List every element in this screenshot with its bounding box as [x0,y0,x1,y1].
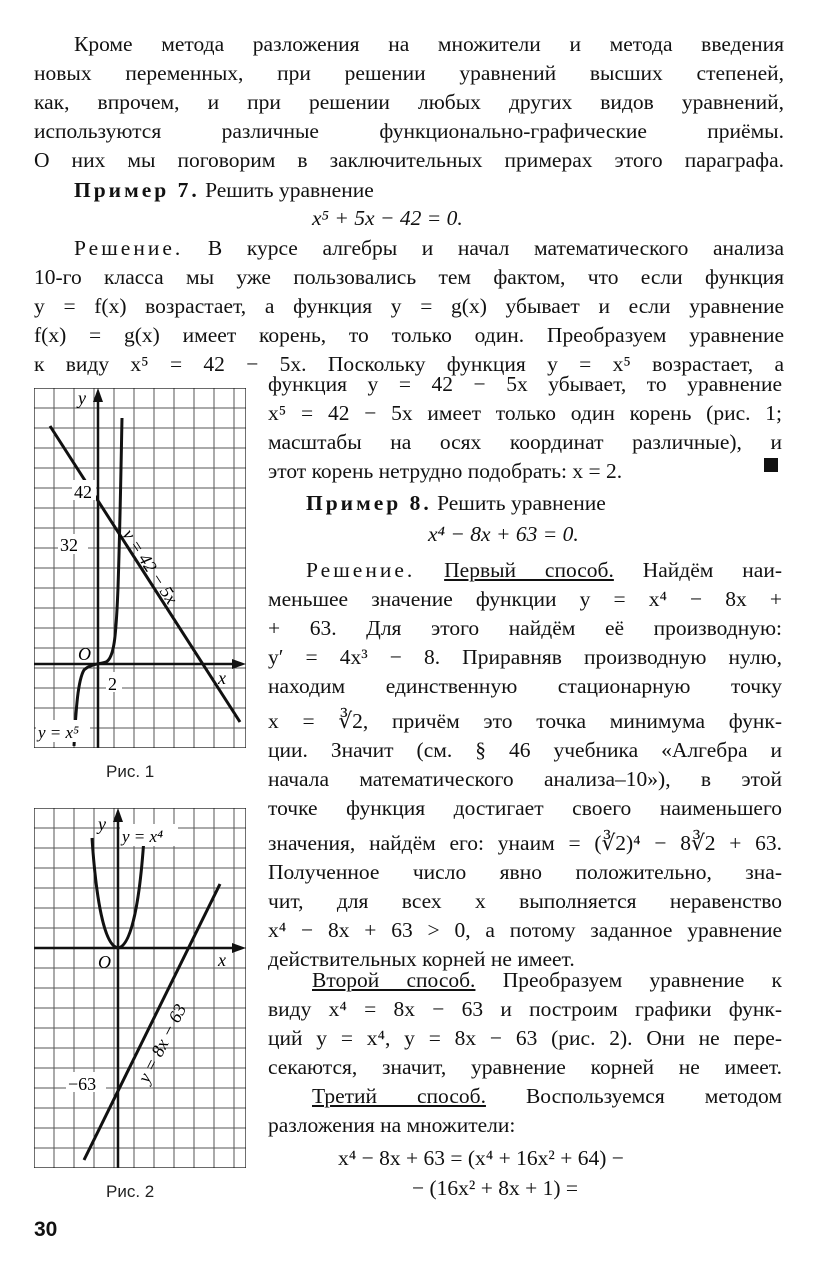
solution8-line: точке функция достигает своего наименьшего [268,796,782,820]
method2-block [268,966,782,1082]
solution7-line: f(x) = g(x) имеет корень, то только один. Преобразуем уравнение [34,323,784,347]
method3-label: Третий способ. [312,1084,486,1108]
solution8-line: значения, найдём его: yнаим = (∛2)⁴ − 8∛2 + 63. [268,831,782,855]
intro-paragraph [34,30,784,175]
example7-heading [74,178,374,203]
solution8-line: ции. Значит (см. § 46 учебника «Алгебра и [268,738,782,762]
solution8-line: начала математического анализа–10»), в этой [268,767,782,791]
example8-task: Решить уравнение [437,491,606,515]
solution7-line-1 [34,234,784,263]
method2-line: ций y = x⁴, y = 8x − 63 (рис. 2). Они не пере- [268,1026,782,1050]
solution7-line: y = f(x) возрастает, а функция y = g(x) убывает и если уравнение [34,294,784,318]
figure1-x-label: x [218,668,226,688]
example7-equation: x⁵ + 5x − 42 = 0. [312,206,463,230]
method2-line-1 [268,966,782,995]
solution8-line: находим единственную стационарную точку [268,674,782,698]
example8-heading [306,491,606,516]
method2-line: виду x⁴ = 8x − 63 и построим графики функ- [268,997,782,1021]
solution8-line: x = ∛2, причём это точка минимума функ- [268,709,782,733]
solution8-line: чит, для всех x выполняется неравенство [268,889,782,913]
figure2-grid [34,808,246,1168]
solution7-right-line: x⁵ = 42 − 5x имеет только один корень (рис. 1; [268,401,782,425]
solution7-label: Решение. [74,236,184,260]
figure1-tick-32: 32 [60,535,78,555]
solution7-right-line: функция y = 42 − 5x убывает, то уравнение [268,372,782,396]
solution7-text: В курсе алгебры и начал математического анализа [207,236,785,260]
figure2-x-arrow [232,943,246,953]
intro-line: как, впрочем, и при решении любых других видов уравнений, [34,90,784,114]
figure1-curve-label: y = x⁵ [38,723,79,742]
intro-line: новых переменных, при решении уравнений высших степеней, [34,61,784,85]
figure2-curve-label: y = x⁴ [122,827,163,846]
solution8-line: действительных корней не имеет. [268,947,575,971]
figure1-caption: Рис. 1 [106,762,155,781]
solution8-label: Решение. [306,558,416,582]
solution8-line: y′ = 4x³ − 8. Приравняв производную нулю, [268,645,782,669]
figure2-origin: O [98,952,111,972]
method1-label: Первый способ. [444,558,614,582]
solution8-line: Полученное число явно положительно, зна- [268,860,782,884]
solution7-line: к виду x⁵ = 42 − 5x. Поскольку функция y = x⁵ возрастает, а [34,352,784,376]
example7-label: Пример 7. [74,178,200,202]
final-formula-2: − (16x² + 8x + 1) = [412,1176,579,1200]
figure2-tick-m63: −63 [68,1074,97,1094]
intro-line: используются различные функционально-графические приёмы. [34,119,784,143]
method3-text: Воспользуемся методом [525,1084,782,1108]
solution7-right-line: масштабы на осях координат различные), и [268,430,782,454]
example8-label: Пример 8. [306,491,432,515]
example8-equation: x⁴ − 8x + 63 = 0. [428,522,579,546]
solution8-line: x⁴ − 8x + 63 > 0, а потому заданное уравнение [268,918,782,942]
figure2-line-label: y = 8x − 63 [133,1000,191,1086]
intro-line: Кроме метода разложения на множители и метода введения [74,32,784,56]
final-formula-1: x⁴ − 8x + 63 = (x⁴ + 16x² + 64) − [338,1146,624,1170]
figure1-tick-2: 2 [108,674,117,694]
solution8-text: Найдём наи- [642,558,782,582]
solution8-column [268,556,782,974]
figure2-y-label: y [98,814,106,834]
method3-block [268,1082,782,1140]
figure1-y-label: y [78,388,86,408]
figure1-line-label: y = 42 − 5x [118,525,182,608]
figure1-origin: O [78,644,91,664]
method2-text: Преобразуем уравнение к [502,968,783,992]
solution7-paragraph [34,234,784,379]
method3-line-1 [268,1082,782,1111]
solution8-line-1 [268,556,782,585]
solution7-right-line: этот корень нетрудно подобрать: x = 2. [268,459,623,483]
figure2-graph [34,808,246,1168]
solution7-right-column [268,370,782,486]
figure1-tick-42: 42 [74,482,92,502]
figure1-graph [34,388,246,748]
method3-line: разложения на множители: [268,1113,516,1137]
example7-task: Решить уравнение [205,178,374,202]
figure2-x-label: x [218,950,226,970]
intro-line: О них мы поговорим в заключительных примерах этого параграфа. [34,148,784,172]
method2-line: секаются, значит, уравнение корней не имеет. [268,1055,782,1079]
solution8-line: + 63. Для этого найдём её производную: [268,616,782,640]
page-number: 30 [34,1218,58,1241]
method2-label: Второй способ. [312,968,476,992]
solution7-line: 10-го класса мы уже пользовались тем фактом, что если функция [34,265,784,289]
figure2-caption: Рис. 2 [106,1182,155,1201]
end-of-proof-square [764,458,778,472]
solution8-line: меньшее значение функции y = x⁴ − 8x + [268,587,782,611]
